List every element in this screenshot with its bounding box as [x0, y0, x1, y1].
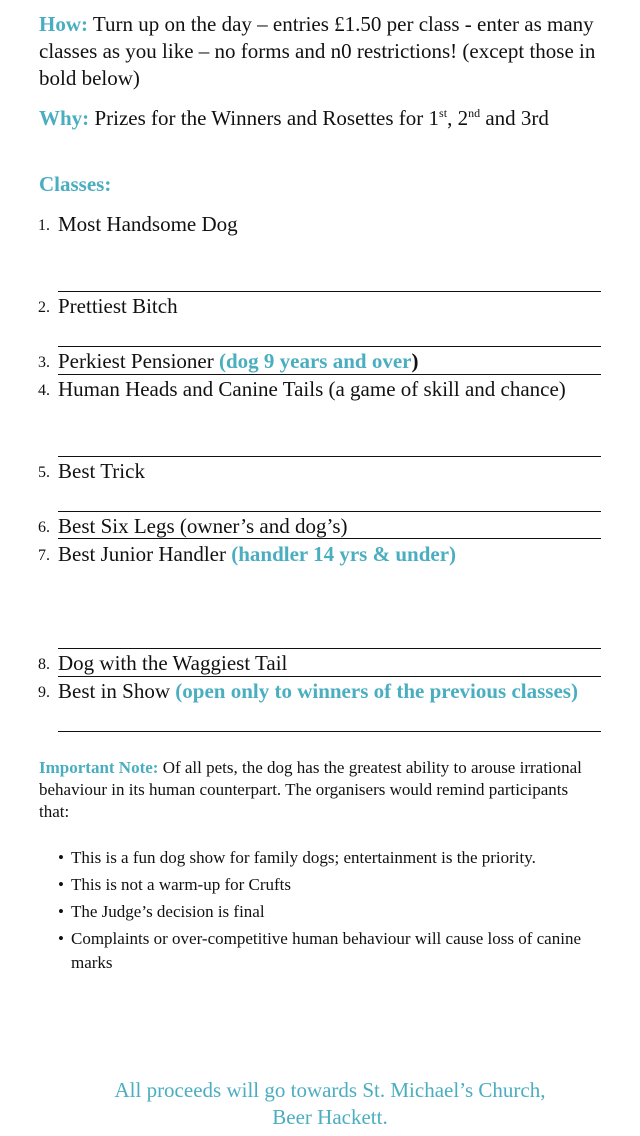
why-sup-first: st [439, 106, 448, 120]
class-item-7 [38, 541, 603, 568]
list-item: • This is a fun dog show for family dogs; entertainment is the priority. [58, 846, 608, 870]
class-item-3 [38, 348, 603, 375]
why-comma: , 2 [447, 106, 469, 130]
entry-rule [58, 731, 601, 732]
why-text-before: Prizes for the Winners and Rosettes for 1 [94, 106, 440, 130]
bullet-icon: • [58, 902, 64, 921]
class-number: 7. [38, 547, 50, 564]
class-text: Perkiest Pensioner [58, 349, 214, 373]
why-sup-second: nd [468, 106, 481, 120]
entry-rule [58, 648, 601, 649]
class-number: 4. [38, 382, 50, 399]
class-text: Human Heads and Canine Tails (a game of skill and chance) [58, 377, 566, 401]
class-note: (open only to winners of the previous classes) [175, 679, 578, 703]
class-item-9 [38, 678, 603, 705]
classes-heading: Classes: [39, 172, 112, 196]
class-text: Prettiest Bitch [58, 294, 178, 318]
list-item: • The Judge’s decision is final [58, 900, 608, 924]
why-text-after: and 3rd [485, 106, 549, 130]
why-label: Why: [39, 106, 90, 130]
class-text: Best Junior Handler [58, 542, 226, 566]
class-note-close: ) [411, 349, 419, 373]
class-number: 2. [38, 299, 50, 316]
how-paragraph [39, 11, 624, 92]
class-number: 5. [38, 464, 50, 481]
bullet-icon: • [58, 848, 64, 867]
class-item-8 [38, 650, 603, 677]
class-item-1 [38, 211, 603, 238]
why-paragraph [39, 105, 624, 132]
class-number: 9. [38, 684, 50, 701]
class-text: Best in Show [58, 679, 171, 703]
important-note-label: Important Note: [39, 758, 159, 777]
class-item-6 [38, 513, 603, 540]
bullet-icon: • [58, 929, 64, 948]
how-label: How: [39, 12, 88, 36]
class-text: Best Trick [58, 459, 145, 483]
entry-rule [58, 291, 601, 292]
footer-line-1: All proceeds will go towards St. Michael’s Church, [114, 1078, 546, 1102]
class-number: 8. [38, 656, 50, 673]
class-note: (handler 14 yrs & under) [231, 542, 457, 566]
class-number: 3. [38, 354, 50, 371]
class-number: 6. [38, 519, 50, 536]
bullet-icon: • [58, 875, 64, 894]
class-text: Dog with the Waggiest Tail [58, 651, 288, 675]
rules-list [58, 846, 608, 978]
list-item: • This is not a warm-up for Crufts [58, 873, 608, 897]
class-number: 1. [38, 217, 50, 234]
footer-proceeds [0, 1077, 640, 1131]
entry-rule [58, 374, 601, 375]
class-text: Best Six Legs (owner’s and dog’s) [58, 514, 348, 538]
class-item-5 [38, 458, 603, 485]
class-text: Most Handsome Dog [58, 212, 238, 236]
entry-rule [58, 676, 601, 677]
entry-rule [58, 456, 601, 457]
class-item-2 [38, 293, 603, 320]
class-note: (dog 9 years and over [218, 349, 412, 373]
list-item: • Complaints or over-competitive human behaviour will cause loss of canine marks [58, 929, 581, 972]
entry-rule [58, 538, 601, 539]
footer-line-2: Beer Hackett. [272, 1105, 388, 1129]
how-text: Turn up on the day – entries £1.50 per class - enter as many classes as you like – no forms and n0 restrictions! (except those in bold below) [39, 12, 596, 90]
entry-rule [58, 511, 601, 512]
entry-rule [58, 346, 601, 347]
important-note-text: Of all pets, the dog has the greatest ability to arouse irrational behaviour in its human counterpart. The organisers would remind participants that: [39, 758, 582, 821]
class-item-4 [38, 376, 603, 403]
important-note [39, 757, 599, 823]
